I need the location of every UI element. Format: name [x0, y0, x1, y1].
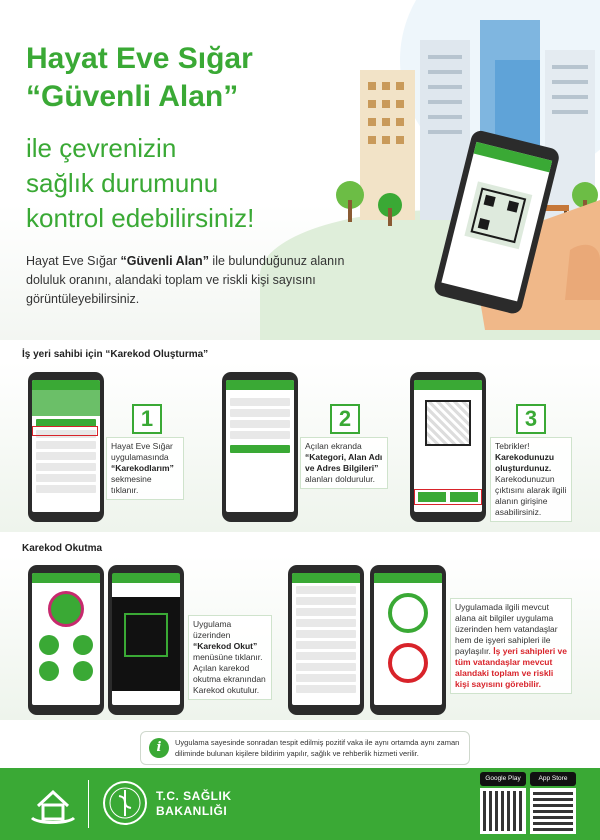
phone-scan-menu-screen — [32, 573, 100, 705]
phone-area-list-screen — [292, 573, 360, 705]
subtitle-line-1: ile çevrenizin — [26, 133, 177, 163]
step-1-bold: “Karekodlarım” — [111, 463, 174, 473]
step-1-number: 1 — [132, 404, 162, 434]
step-2-number: 2 — [330, 404, 360, 434]
intro-text-bold: “Güvenli Alan” — [120, 254, 209, 268]
phone-step2-screen — [226, 380, 294, 512]
phone-scan-camera-screen — [112, 573, 180, 705]
area-info-plain: Uygulamada ilgili mevcut alana ait bilgiler uygulama üzerinden hem vatandaşlar hem de işyeri sahipleri ile paylaşılır. — [455, 602, 558, 656]
google-play-badge[interactable]: Google Play — [480, 772, 526, 786]
qr-code-android — [480, 788, 526, 834]
step-2-bold: “Kategori, Alan Adı ve Adres Bilgileri” — [305, 452, 383, 473]
step-3-plain: Tebrikler! — [495, 441, 530, 451]
info-icon: i — [149, 738, 169, 758]
step-3-bold: Karekodunuzu oluşturdunuz. — [495, 452, 555, 473]
scan-text-bold: “Karekod Okut” — [193, 641, 258, 651]
step-1-plain: Hayat Eve Sığar uygulamasında — [111, 441, 173, 462]
subtitle-line-3: kontrol edebilirsiniz! — [26, 203, 255, 233]
step-3-number: 3 — [516, 404, 546, 434]
qr-code-ios — [530, 788, 576, 834]
notice-text: Uygulama sayesinde sonradan tespit edilmiş pozitif vaka ile aynı ortamda aynı zaman diliminde bulunan kişilere bildirim yapılır, sağlık ve rehberlik hizmeti verilir. — [175, 738, 460, 758]
phone-area-list — [288, 565, 364, 715]
scan-text-plain: Uygulama üzerinden — [193, 619, 232, 640]
phone-step3 — [410, 372, 486, 522]
phone-area-detail-screen — [374, 573, 442, 705]
scan-text — [188, 615, 272, 700]
footer-divider — [88, 780, 89, 828]
app-store-badge[interactable]: App Store — [530, 772, 576, 786]
step-1-text — [106, 437, 184, 500]
area-info-text — [450, 598, 572, 694]
step-2-text — [300, 437, 388, 489]
phone-step1-screen — [32, 380, 100, 512]
phone-step2 — [222, 372, 298, 522]
phone-step3-screen — [414, 380, 482, 512]
step-2-tail: alanları doldurulur. — [305, 474, 375, 484]
phone-area-detail — [370, 565, 446, 715]
create-section-heading: İş yeri sahibi için “Karekod Oluşturma” — [22, 349, 209, 360]
phone-step1 — [28, 372, 104, 522]
ministry-name-line1: T.C. SAĞLIK — [156, 789, 232, 803]
phone-scan-camera — [108, 565, 184, 715]
step-3-text — [490, 437, 572, 522]
scan-text-tail: menüsüne tıklanır. Açılan karekod okutma ekranından Karekod okutulur. — [193, 652, 266, 695]
phone-scan-menu — [28, 565, 104, 715]
notice-box — [140, 731, 470, 765]
intro-text-2: ile bulunduğunuz alanın doluluk oranını, alandaki toplam ve riskli kişi sayısını görüntüleyebilirsiniz. — [26, 254, 345, 306]
step-3-tail: Karekodunuzun çıktısını alarak ilgili alanın girişine asabilirsiniz. — [495, 474, 567, 517]
area-info-red: İş yeri sahipleri ve tüm vatandaşlar mevcut alandaki toplam ve riskli kişi sayısını görebilir. — [455, 646, 567, 689]
subtitle-line-2: sağlık durumunu — [26, 168, 219, 198]
intro-paragraph — [26, 252, 386, 309]
ministry-emblem-icon — [100, 778, 150, 828]
step-2-plain: Açılan ekranda — [305, 441, 362, 451]
step-1-tail: sekmesine tıklanır. — [111, 474, 152, 495]
title-line-1: Hayat Eve Sığar — [26, 42, 253, 75]
intro-text-1: Hayat Eve Sığar — [26, 254, 121, 268]
title-line-2: “Güvenli Alan” — [26, 80, 239, 113]
scan-section-heading: Karekod Okutma — [22, 543, 103, 554]
house-hands-icon — [28, 778, 78, 828]
ministry-name-line2: BAKANLIĞI — [156, 804, 228, 818]
